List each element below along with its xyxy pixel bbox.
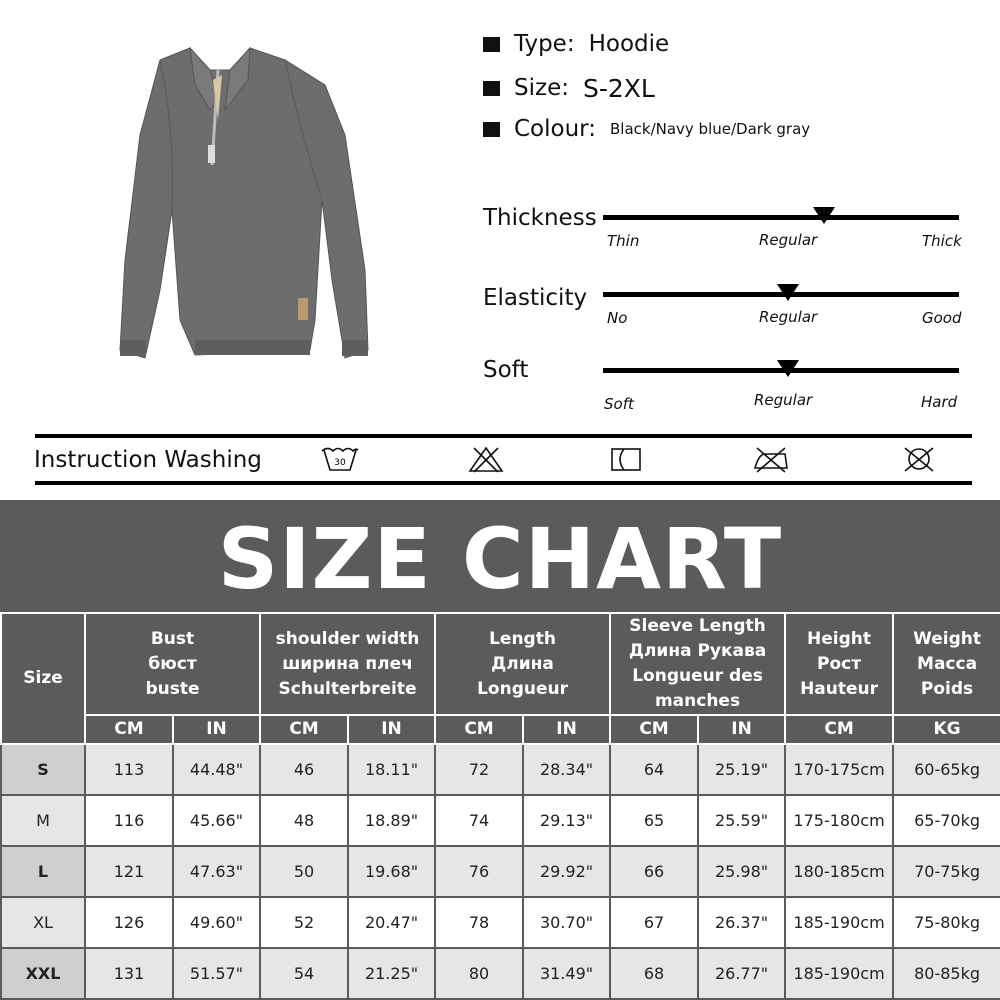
table-cell: 80 (435, 948, 523, 999)
table-cell: 28.34" (523, 744, 610, 795)
unit-cell: CM (435, 715, 523, 744)
header-row (1, 613, 1000, 715)
table-cell: 46 (260, 744, 348, 795)
rating-label: Elasticity (483, 285, 588, 311)
table-cell: 29.92" (523, 846, 610, 897)
table-cell: 66 (610, 846, 698, 897)
table-cell: 65 (610, 795, 698, 846)
wash-30-icon (320, 444, 360, 474)
table-cell: 74 (435, 795, 523, 846)
size-table (0, 612, 1000, 1000)
spec-colour-key: Colour: (514, 116, 596, 142)
spec-size (483, 73, 655, 103)
unit-cell: CM (785, 715, 893, 744)
spec-type (483, 29, 669, 59)
table-cell: 52 (260, 897, 348, 948)
table-row (1, 846, 1000, 897)
size-table-body (1, 744, 1000, 999)
table-cell: 121 (85, 846, 173, 897)
spec-size-key: Size: (514, 75, 569, 101)
table-row (1, 744, 1000, 795)
spec-type-value: Hoodie (588, 31, 670, 57)
spec-colour-value: Black/Navy blue/Dark gray (609, 120, 811, 138)
divider (35, 434, 972, 438)
table-cell: 25.59" (698, 795, 785, 846)
unit-row (1, 715, 1000, 744)
table-row (1, 897, 1000, 948)
table-cell: 170-175cm (785, 744, 893, 795)
table-cell: 45.66" (173, 795, 260, 846)
spec-size-value: S-2XL (582, 73, 655, 103)
size-chart (0, 500, 1000, 1000)
rating-marker-icon (813, 207, 835, 224)
table-cell: 51.57" (173, 948, 260, 999)
table-cell: 18.11" (348, 744, 435, 795)
spec-type-key: Type: (514, 31, 575, 57)
header-size: Size (1, 613, 85, 744)
table-cell: 25.98" (698, 846, 785, 897)
table-cell: 80-85kg (893, 948, 1000, 999)
table-cell: 21.25" (348, 948, 435, 999)
table-cell: 126 (85, 897, 173, 948)
rating-high: Thick (922, 232, 962, 250)
table-cell: 175-180cm (785, 795, 893, 846)
header-shoulder: shoulder width ширина плеч Schulterbreite (260, 613, 435, 715)
header-bust: Bust бюст buste (85, 613, 260, 715)
table-cell: 185-190cm (785, 897, 893, 948)
size-label-cell: L (1, 846, 85, 897)
tumble-dry-icon (606, 444, 646, 474)
table-cell: 20.47" (348, 897, 435, 948)
unit-cell: IN (523, 715, 610, 744)
rating-marker-icon (777, 284, 799, 301)
table-cell: 64 (610, 744, 698, 795)
spec-colour (483, 114, 810, 144)
wash-temp-label: 30 (334, 458, 346, 468)
table-cell: 48 (260, 795, 348, 846)
header-height: Height Рост Hauteur (785, 613, 893, 715)
table-cell: 25.19" (698, 744, 785, 795)
rating-bar (603, 215, 959, 220)
no-bleach-icon (466, 444, 506, 474)
table-cell: 70-75kg (893, 846, 1000, 897)
rating-marker-icon (777, 360, 799, 377)
size-label-cell: XL (1, 897, 85, 948)
table-cell: 31.49" (523, 948, 610, 999)
unit-cell: CM (260, 715, 348, 744)
unit-cell: IN (173, 715, 260, 744)
table-cell: 76 (435, 846, 523, 897)
rating-mid: Regular (754, 391, 813, 409)
table-cell: 180-185cm (785, 846, 893, 897)
table-cell: 49.60" (173, 897, 260, 948)
table-cell: 68 (610, 948, 698, 999)
table-cell: 78 (435, 897, 523, 948)
no-iron-icon (751, 444, 791, 474)
table-row (1, 795, 1000, 846)
table-cell: 60-65kg (893, 744, 1000, 795)
table-cell: 67 (610, 897, 698, 948)
rating-mid: Regular (759, 308, 818, 326)
table-cell: 75-80kg (893, 897, 1000, 948)
table-cell: 116 (85, 795, 173, 846)
bullet-square-icon (483, 37, 500, 52)
unit-cell: KG (893, 715, 1000, 744)
size-chart-title: SIZE CHART (217, 510, 783, 608)
table-cell: 30.70" (523, 897, 610, 948)
rating-low: Thin (607, 232, 640, 250)
hoodie-product-image (100, 40, 390, 390)
unit-cell: IN (698, 715, 785, 744)
table-cell: 18.89" (348, 795, 435, 846)
table-cell: 50 (260, 846, 348, 897)
table-cell: 185-190cm (785, 948, 893, 999)
header-weight: Weight Масса Poids (893, 613, 1000, 715)
table-cell: 131 (85, 948, 173, 999)
unit-cell: IN (348, 715, 435, 744)
table-cell: 113 (85, 744, 173, 795)
size-label-cell: M (1, 795, 85, 846)
rating-mid: Regular (759, 231, 818, 249)
rating-high: Hard (921, 393, 958, 411)
table-cell: 47.63" (173, 846, 260, 897)
no-dry-clean-icon (899, 444, 939, 474)
bullet-square-icon (483, 81, 500, 96)
rating-label: Thickness (483, 205, 597, 231)
rating-low: No (607, 309, 628, 327)
bullet-square-icon (483, 122, 500, 137)
divider (35, 481, 972, 485)
header-sleeve: Sleeve Length Длина Рукава Longueur des manches (610, 613, 785, 715)
table-cell: 29.13" (523, 795, 610, 846)
table-cell: 26.77" (698, 948, 785, 999)
rating-label: Soft (483, 357, 529, 383)
rating-high: Good (922, 309, 962, 327)
table-cell: 72 (435, 744, 523, 795)
washing-title: Instruction Washing (34, 447, 262, 473)
unit-cell: CM (610, 715, 698, 744)
size-label-cell: XXL (1, 948, 85, 999)
table-cell: 54 (260, 948, 348, 999)
size-label-cell: S (1, 744, 85, 795)
table-cell: 44.48" (173, 744, 260, 795)
table-cell: 26.37" (698, 897, 785, 948)
table-row (1, 948, 1000, 999)
unit-cell: CM (85, 715, 173, 744)
table-cell: 65-70kg (893, 795, 1000, 846)
header-length: Length Длина Longueur (435, 613, 610, 715)
rating-low: Soft (604, 395, 634, 413)
table-cell: 19.68" (348, 846, 435, 897)
